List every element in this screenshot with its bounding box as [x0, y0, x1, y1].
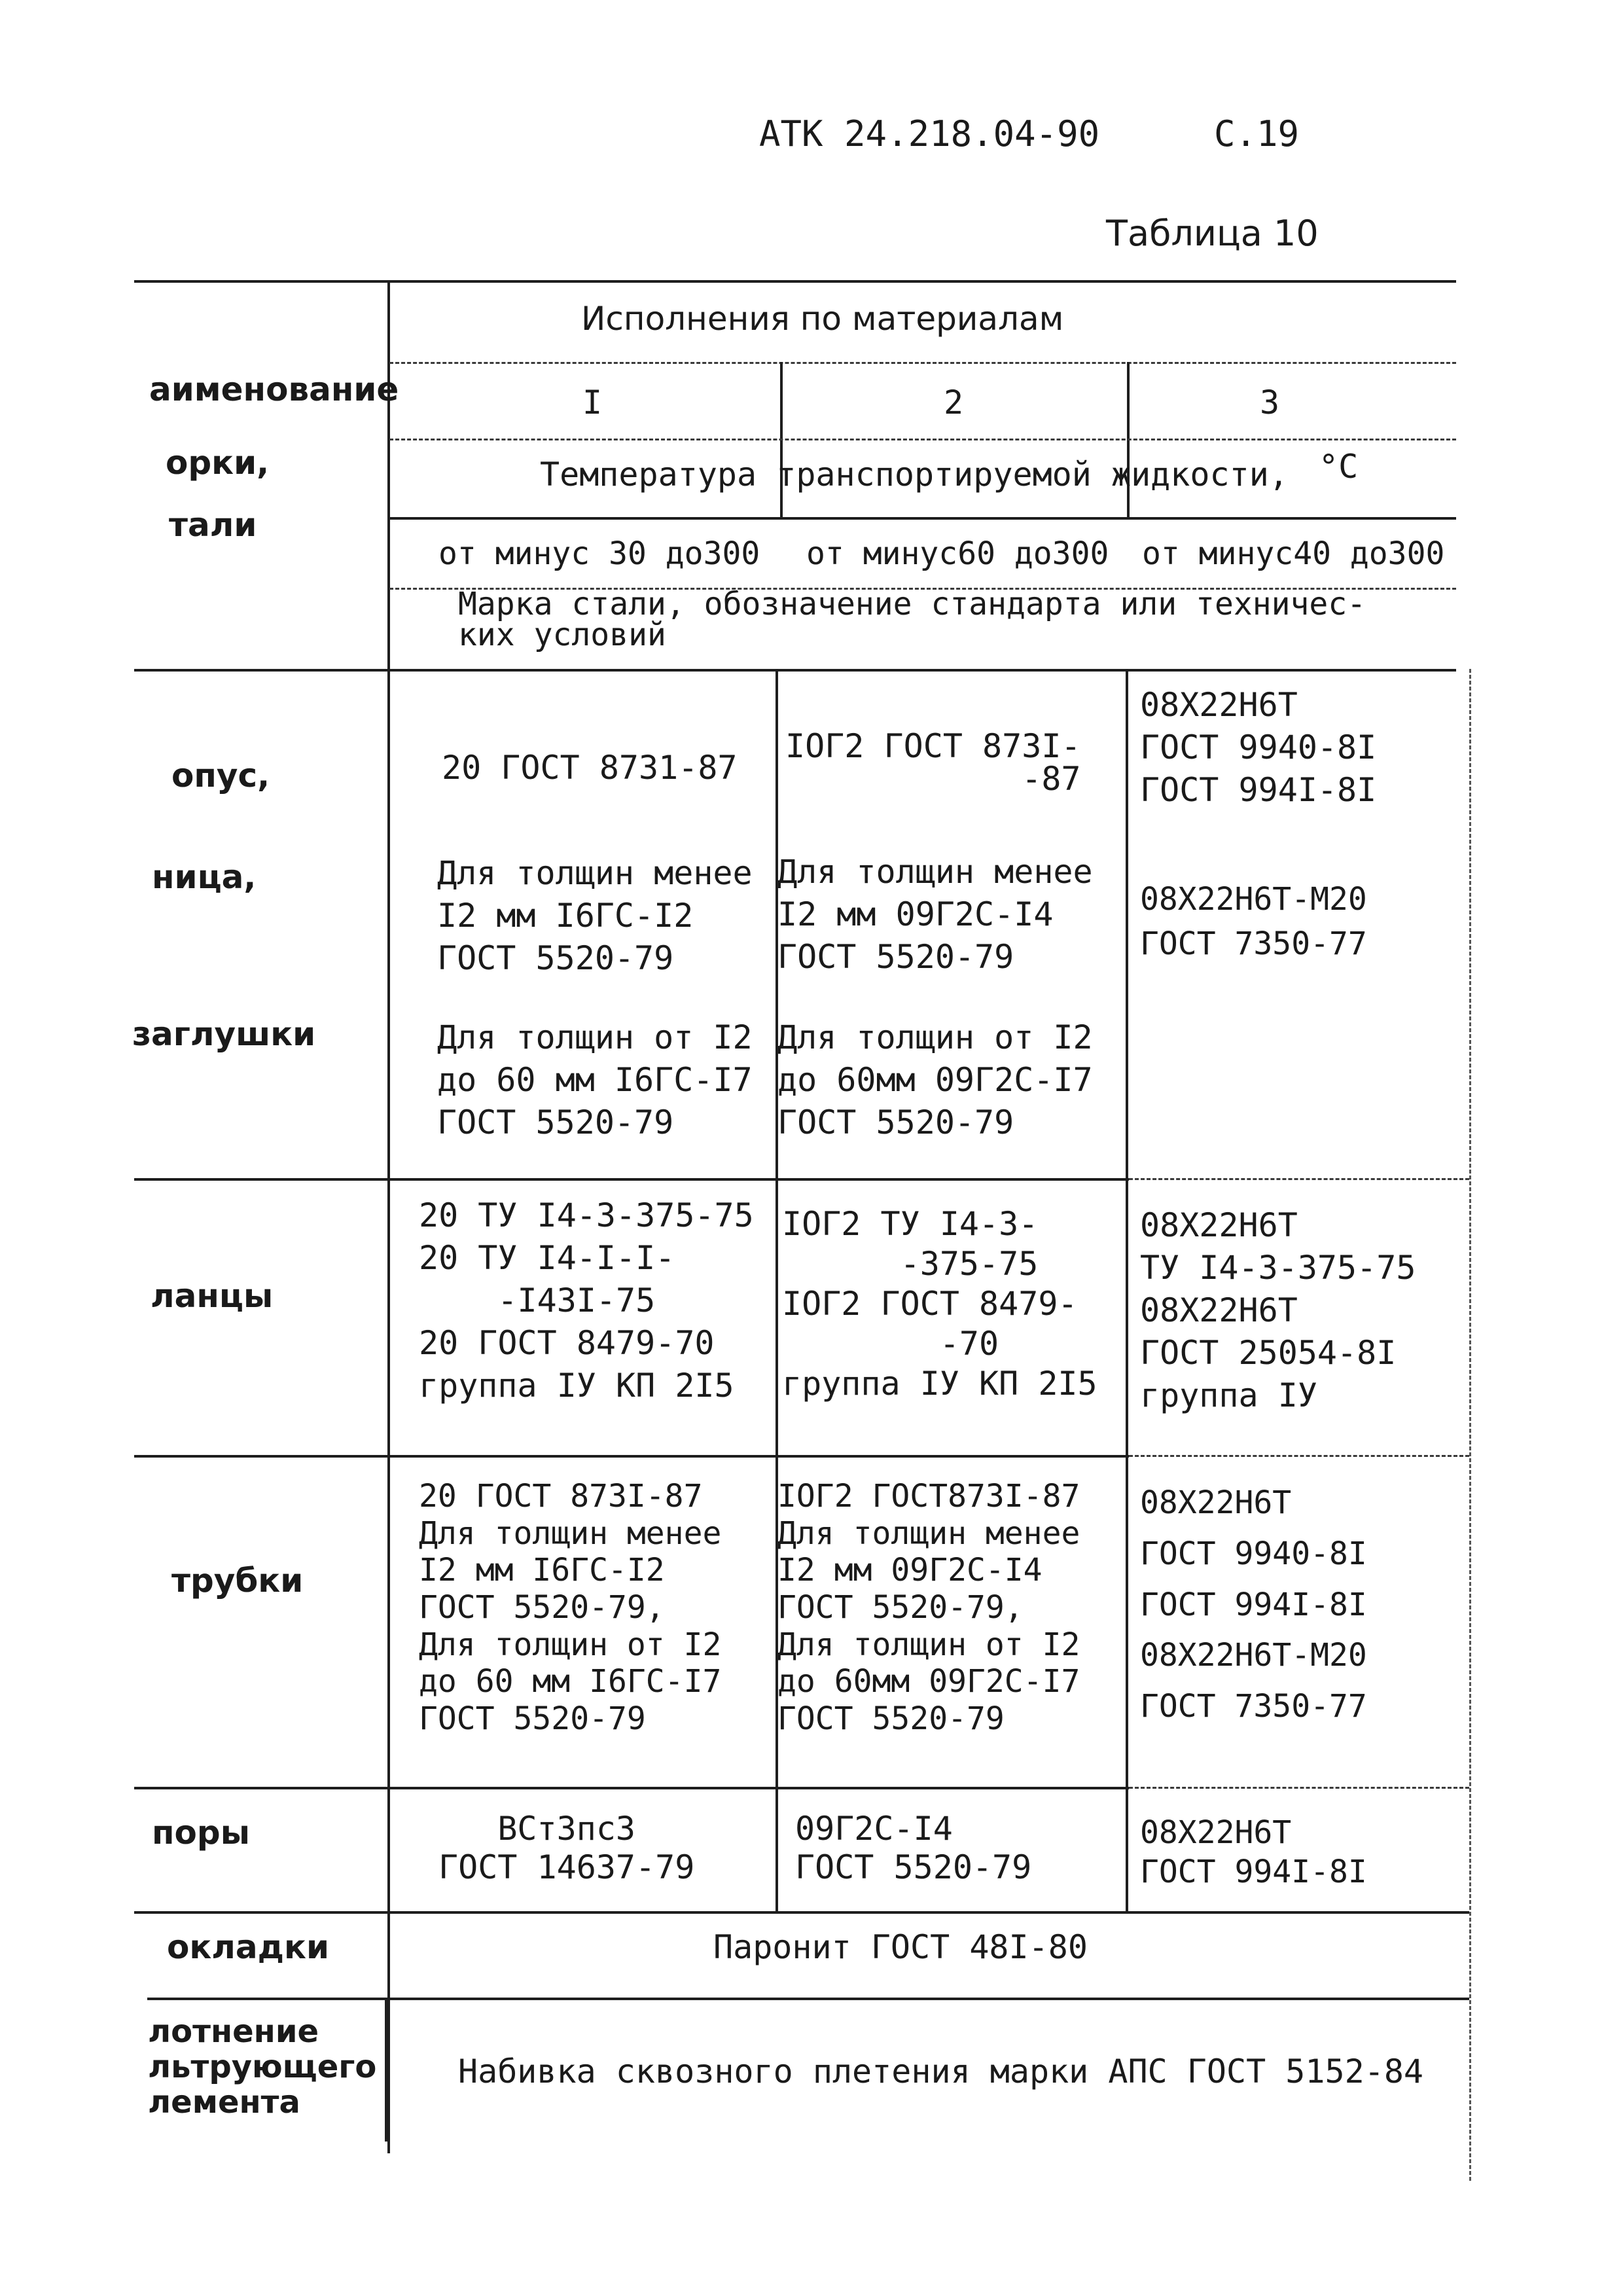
- temp-range-2: от минус60 до300: [806, 535, 1109, 572]
- body-c2-thick: Для толщин от I2 до 60мм 09Г2С-I7 ГОСТ 5520-79: [777, 1018, 1093, 1141]
- column-header-line: орки,: [166, 444, 270, 482]
- row-divider-body-flanges: [134, 1178, 1129, 1181]
- supports-c1: ВСт3пс3 ГОСТ 14637-79: [438, 1810, 695, 1886]
- execution-3: 3: [1260, 384, 1280, 422]
- row-name-plugs: заглушки: [132, 1015, 316, 1053]
- table-right-border: [1469, 669, 1471, 2181]
- row-name-body: опус,: [171, 757, 270, 795]
- row-divider-tubes-supports-c3: [1129, 1787, 1469, 1789]
- tubes-c3: 08Х22Н6Т ГОСТ 9940-8I ГОСТ 994I-8I 08Х22Н6Т-М20 ГОСТ 7350-77: [1140, 1484, 1367, 1725]
- supports-c2: 09Г2С-I4 ГОСТ 5520-79: [795, 1810, 1032, 1886]
- temp-range-1: от минус 30 до300: [438, 535, 760, 572]
- row-divider-flanges-tubes-c3: [1129, 1455, 1469, 1457]
- execution-header: Исполнения по материалам: [581, 300, 1064, 338]
- temperature-unit: °C: [1319, 448, 1359, 486]
- temp-range-3: от минус40 до300: [1142, 535, 1445, 572]
- execution-2: 2: [944, 384, 964, 422]
- row-divider-flanges-tubes: [134, 1455, 1129, 1458]
- column-header-line: аименование: [149, 370, 399, 408]
- table-label: Таблица 10: [1106, 213, 1319, 254]
- supports-c3: 08Х22Н6Т ГОСТ 994I-8I: [1140, 1814, 1367, 1890]
- column-header-line: тали: [169, 506, 257, 544]
- header-line-1: [389, 362, 1456, 364]
- header-line-3: [389, 517, 1456, 520]
- header-line-2: [389, 439, 1456, 440]
- temperature-header: Температура транспортируемой жидкости,: [540, 456, 1289, 493]
- body-c1-thin: Для толщин менее I2 мм I6ГС-I2 ГОСТ 5520-79: [437, 854, 753, 977]
- row-divider-tubes-supports: [134, 1787, 1129, 1789]
- header-bottom-border: [134, 669, 1456, 672]
- row-name-supports: поры: [152, 1814, 250, 1852]
- body-c3-grade-2: 08Х22Н6Т-М20 ГОСТ 7350-77: [1140, 881, 1367, 963]
- flanges-c1: 20 ТУ I4-3-375-75 20 ТУ I4-I-I- -I43I-75 20 ГОСТ 8479-70 группа IУ КП 2I5: [419, 1196, 754, 1405]
- row-name-gaskets: окладки: [167, 1928, 329, 1966]
- exec-column-divider-2-3: [1127, 362, 1130, 519]
- flanges-c3: 08Х22Н6Т ТУ I4-3-375-75 08Х22Н6Т ГОСТ 25054-8I группа IУ: [1140, 1206, 1416, 1414]
- table-column-divider-1: [387, 281, 390, 2153]
- gaskets-value: Паронит ГОСТ 48I-80: [713, 1928, 1088, 1966]
- body-c2-thin: Для толщин менее I2 мм 09Г2С-I4 ГОСТ 5520-79: [777, 853, 1093, 976]
- page-number: С.19: [1214, 113, 1300, 154]
- flanges-c2: IОГ2 ТУ I4-3- -375-75 IОГ2 ГОСТ 8479- -70 группа IУ КП 2I5: [782, 1205, 1097, 1403]
- row-name-flanges: ланцы: [151, 1277, 274, 1315]
- row-divider-body-flanges-c3: [1129, 1178, 1469, 1180]
- execution-1: I: [582, 384, 603, 422]
- row-divider-gaskets-seal: [147, 1998, 1469, 2000]
- exec-column-divider-1-2: [780, 362, 783, 519]
- row-divider-supports-gaskets: [134, 1911, 1469, 1914]
- row-name-niche: ница,: [152, 858, 257, 896]
- document-code: АТК 24.218.04-90: [759, 113, 1100, 154]
- row-name-seal: лотнение льтрующего лемента: [148, 2013, 377, 2121]
- row-name-tubes: трубки: [171, 1562, 304, 1600]
- seal-row-left-border: [385, 1998, 387, 2142]
- column-header-name: [149, 370, 399, 544]
- body-c3-grade-1: 08Х22Н6Т ГОСТ 9940-8I ГОСТ 994I-8I: [1140, 686, 1377, 809]
- tubes-c1: 20 ГОСТ 873I-87 Для толщин менее I2 мм I6ГС-I2 ГОСТ 5520-79, Для толщин от I2 до 60 мм I6ГС-I7 ГОСТ 5520-79: [419, 1478, 722, 1737]
- body-column-divider-2-3: [1126, 669, 1128, 1912]
- body-c1-thick: Для толщин от I2 до 60 мм I6ГС-I7 ГОСТ 5520-79: [437, 1018, 753, 1141]
- tubes-c2: IОГ2 ГОСТ873I-87 Для толщин менее I2 мм 09Г2С-I4 ГОСТ 5520-79, Для толщин от I2 до 60мм 09Г2С-I7 ГОСТ 5520-79: [777, 1478, 1080, 1737]
- body-c1-standard: 20 ГОСТ 8731-87: [442, 749, 738, 787]
- steel-grade-header: Марка стали, обозначение стандарта или техничес- ких условий: [458, 586, 1366, 654]
- body-c2-standard: IОГ2 ГОСТ 873I- -87: [785, 727, 1081, 798]
- seal-value: Набивка сквозного плетения марки АПС ГОСТ 5152-84: [458, 2053, 1424, 2090]
- table-top-border: [134, 280, 1456, 283]
